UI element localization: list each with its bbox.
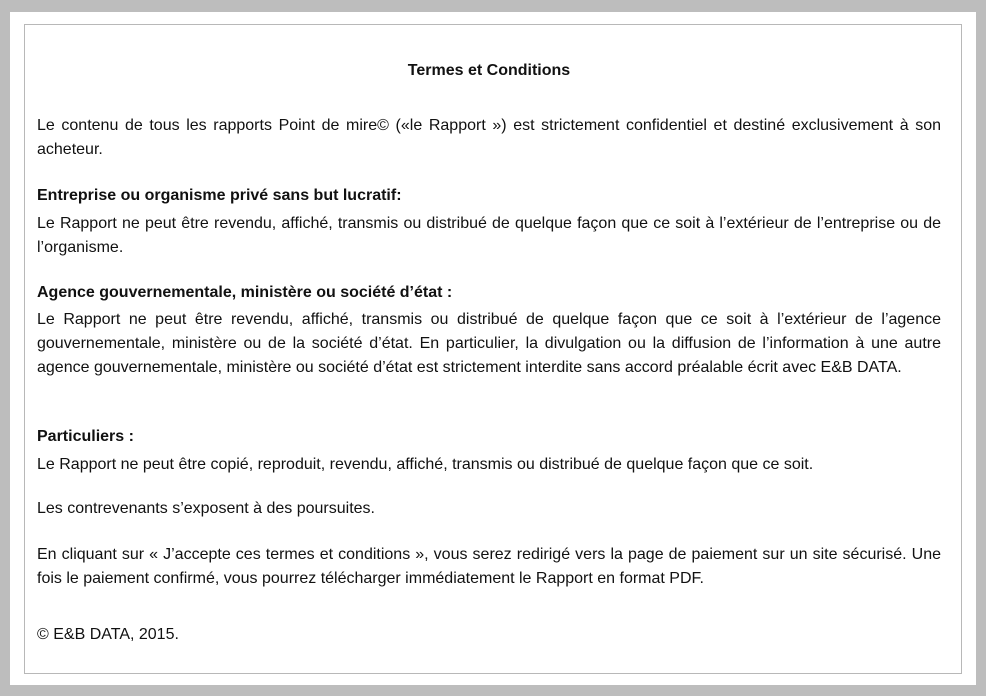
terms-frame <box>10 12 976 685</box>
section-body-individuals: Le Rapport ne peut être copié, reproduit, revendu, affiché, transmis ou distribué de quelque façon que ce soit. <box>37 456 814 473</box>
intro-paragraph: Le contenu de tous les rapports Point de mire© («le Rapport ») est strictement confidentiel et destiné exclusivement à son acheteur. <box>37 117 941 158</box>
warning-paragraph: Les contrevenants s’exposent à des poursuites. <box>37 500 375 517</box>
acceptance-paragraph: En cliquant sur « J’accepte ces termes et conditions », vous serez redirigé vers la page de paiement sur un site sécurisé. Une fois le paiement confirmé, vous pourrez télécharger immédiatement le Rapport en format PDF. <box>37 546 941 587</box>
copyright-text: © E&B DATA, 2015. <box>37 626 179 643</box>
section-body-government: Le Rapport ne peut être revendu, affiché, transmis ou distribué de quelque façon que ce soit à l’extérieur de l’agence gouvernementale, ministère ou de la société d’état. En particulier, la divulgation ou la diffusion de l’information à une autre agence gouvernementale, ministère ou société d’état est strictement interdite sans accord préalable écrit avec E&B DATA. <box>37 311 941 376</box>
section-heading-government: Agence gouvernementale, ministère ou société d’état : <box>37 284 453 301</box>
page-title: Termes et Conditions <box>407 62 571 79</box>
section-heading-individuals: Particuliers : <box>37 428 134 445</box>
section-body-enterprise: Le Rapport ne peut être revendu, affiché, transmis ou distribué de quelque façon que ce soit à l’extérieur de l’entreprise ou de l’organisme. <box>37 215 941 256</box>
terms-panel <box>24 24 962 674</box>
section-heading-enterprise: Entreprise ou organisme privé sans but lucratif: <box>37 187 402 204</box>
